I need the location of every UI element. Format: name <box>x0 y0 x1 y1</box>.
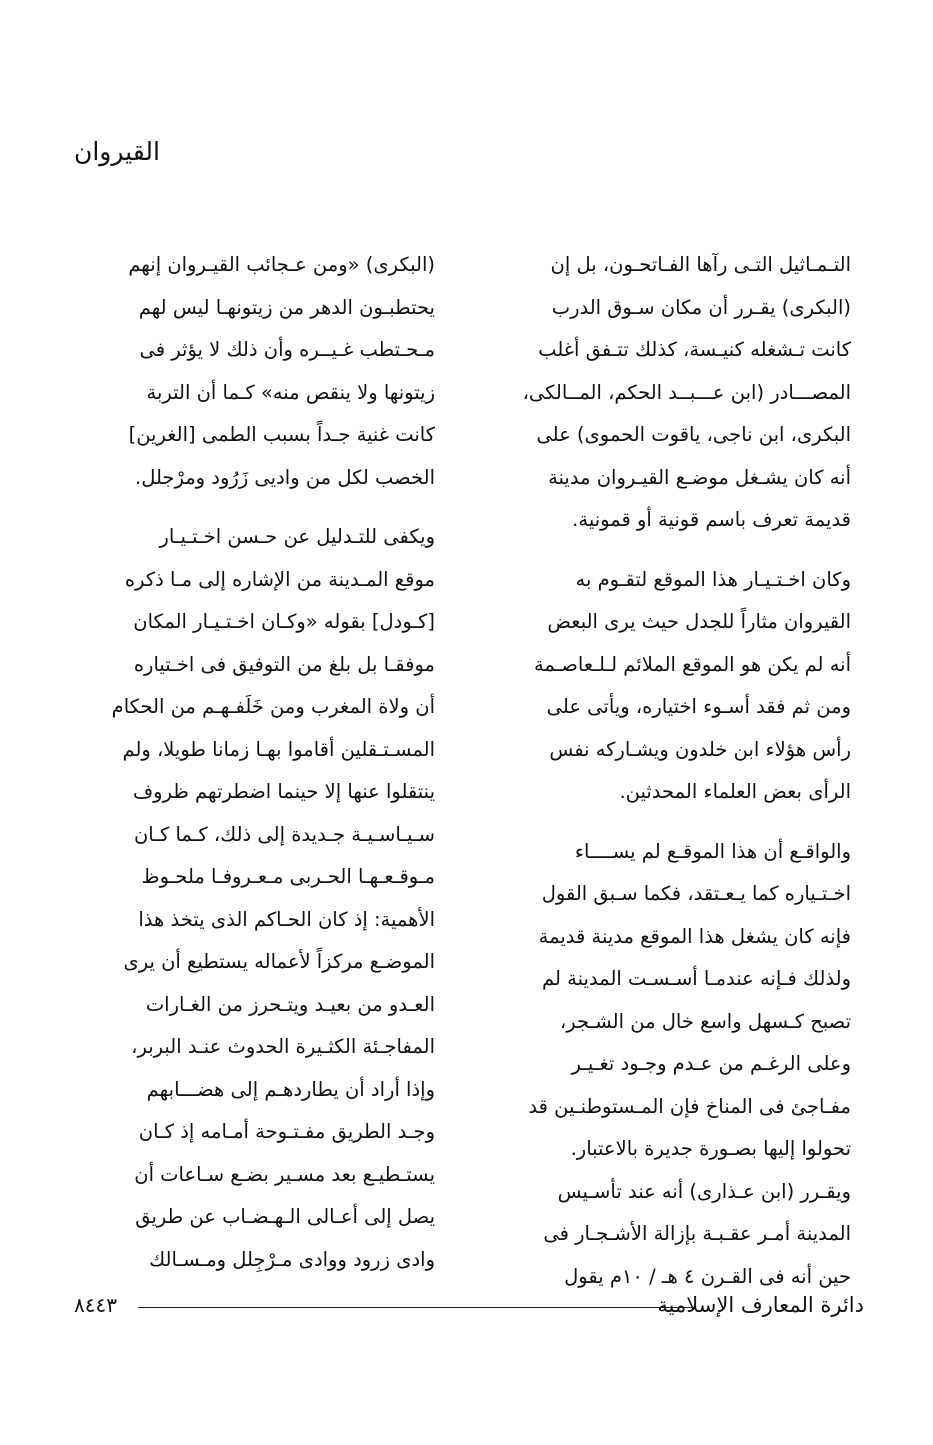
text-line: وجـد الطريق مفـتـوحة أمـامه إذ كـان <box>138 1120 435 1143</box>
text-line: أن ولاة المغرب ومن خَلَفـهـم من الحكام <box>111 695 435 718</box>
text-line: رأس هؤلاء ابن خلدون ويشـاركه نفس <box>549 737 851 761</box>
text-line: مـحـتطب غـيــره وأن ذلك لا يؤثر فى <box>139 338 435 361</box>
text-line: المفاجـئة الكثـيرة الحدوث عنـد البربر، <box>131 1035 435 1058</box>
text-line: (البكرى) يقـرر أن مكان سـوق الدرب <box>551 295 851 319</box>
text-line: (البكرى) «ومن عـجائب القيـروان إنهم <box>128 253 435 276</box>
text-line: تصبح كـسهل واسع خال من الشـجر، <box>559 1009 851 1033</box>
text-line: يحتطبـون الدهر من زيتونهـا ليس لهم <box>138 295 435 319</box>
text-line: ولذلك فـإنه عندمـا أسـسـت المدينة لم <box>542 967 851 990</box>
text-line: الخصب لكل من واديى زَرُود ومرْجلل. <box>135 465 435 489</box>
text-line: موفقـا بل بلغ من التوفيق فى اخـتياره <box>133 652 435 676</box>
page-number: ٨٤٤٣ <box>74 1293 117 1317</box>
text-line: المصـــادر (ابن عـــبــد الحكم، المــالكى، <box>522 380 851 404</box>
text-line: الأهمية: إذ كان الحـاكم الذى يتخذ هذا <box>138 907 435 931</box>
text-line: كانت تـشغله كنيـسة، كذلك تتـفق أغلب <box>538 338 851 361</box>
text-line: فإنه كان يشغل هذا الموقع مدينة قديمة <box>538 924 851 948</box>
text-line: وإذا أراد أن يطاردهـم إلى هضـــابهم <box>146 1077 435 1101</box>
text-line: زيتونها ولا ينقص منه» كـما أن التربة <box>146 380 435 404</box>
text-line: القيروان مثاراً للجدل حيث يرى البعض <box>547 610 851 633</box>
text-line: ينتقلوا عنها إلا حينما اضطرتهم ظروف <box>132 780 435 803</box>
publication-title: دائرة المعارف الإسلامية <box>657 1293 864 1317</box>
text-line: يصل إلى أعـالى الـهـضـاب عن طريق <box>135 1205 435 1228</box>
text-line: سـيـاسـيـة جـديدة إلى ذلك، كـما كـان <box>133 822 435 846</box>
text-line: يستـطيـع بعد مسـير بضـع سـاعات أن <box>134 1162 435 1186</box>
text-line: موقع المـدينة من الإشاره إلى مـا ذكره <box>124 567 435 591</box>
text-line: المسـتـقلين أقاموا بهـا زمانا طويلا، ولم <box>122 737 435 761</box>
text-line: المدينة أمـر عقـبـة بإزالة الأشـجـار فى <box>543 1222 851 1245</box>
text-line: أنه كان يشـغل موضـع القيـروان مدينة <box>548 465 851 489</box>
text-line: ومن ثم فقد أسـوء اختياره، ويأتى على <box>546 695 851 718</box>
text-line: والواقـع أن هذا الموقـع لم يســــاء <box>574 839 851 863</box>
text-line: ويكفى للتـدليل عن حـسن اخـتـيـار <box>159 525 435 548</box>
text-line: التـمـاثيل التـى رآها الفـاتحـون، بل إن <box>550 253 851 276</box>
text-line: حين أنه فى القـرن ٤ هـ / ١٠م يقول <box>564 1264 851 1288</box>
paragraph <box>496 559 851 814</box>
page-footer <box>74 1285 864 1325</box>
paragraph <box>496 244 851 542</box>
text-line: اخـتـياره كما يـعـتقد، فكما سـبق القول <box>541 882 851 905</box>
text-line: وكان اخـتـيـار هذا الموقع لتقـوم به <box>575 567 851 591</box>
text-line: مفـاجئ فى المناخ فإن المـستوطنـين قد <box>528 1094 851 1118</box>
running-title: القيروان <box>74 137 160 166</box>
text-line: العـدو من بعيـد ويتـحرز من الغـارات <box>145 992 435 1016</box>
right-column <box>496 244 851 1315</box>
paragraph <box>80 244 435 499</box>
text-line: وعلى الرغـم من عـدم وجـود تغـيـر <box>571 1052 851 1075</box>
paragraph <box>80 516 435 1281</box>
text-line: تحولوا إليها بصـورة جديرة بالاعتبار. <box>570 1137 851 1160</box>
text-line: أنه لم يكن هو الموقع الملائم لـلـعاصـمة <box>533 652 851 676</box>
text-line: قديمة تعرف باسم قونية أو قمونية. <box>572 508 851 531</box>
paragraph <box>496 831 851 1299</box>
text-line: [كـودل] بقوله «وكـان اخـتـيـار المكان <box>133 610 435 633</box>
left-column <box>80 244 435 1298</box>
text-line: ويقـرر (ابن عـذارى) أنه عند تأسـيس <box>557 1179 851 1203</box>
text-line: الرأى بعض العلماء المحدثين. <box>619 780 851 803</box>
text-line: كانت غنية جـداً بسبب الطمى [الغرين] <box>128 423 435 446</box>
text-line: الموضـع مركزاً لأعماله يستطيع أن يرى <box>123 950 435 973</box>
text-line: وادى زرود ووادى مـرْجِلل ومـسـالك <box>149 1247 435 1271</box>
footer-rule <box>138 1307 694 1308</box>
text-line: البكرى، ابن ناجى، ياقوت الحموى) على <box>536 423 851 446</box>
text-line: مـوقـعـهـا الحـربى مـعـروفـا ملحـوظ <box>141 865 435 888</box>
